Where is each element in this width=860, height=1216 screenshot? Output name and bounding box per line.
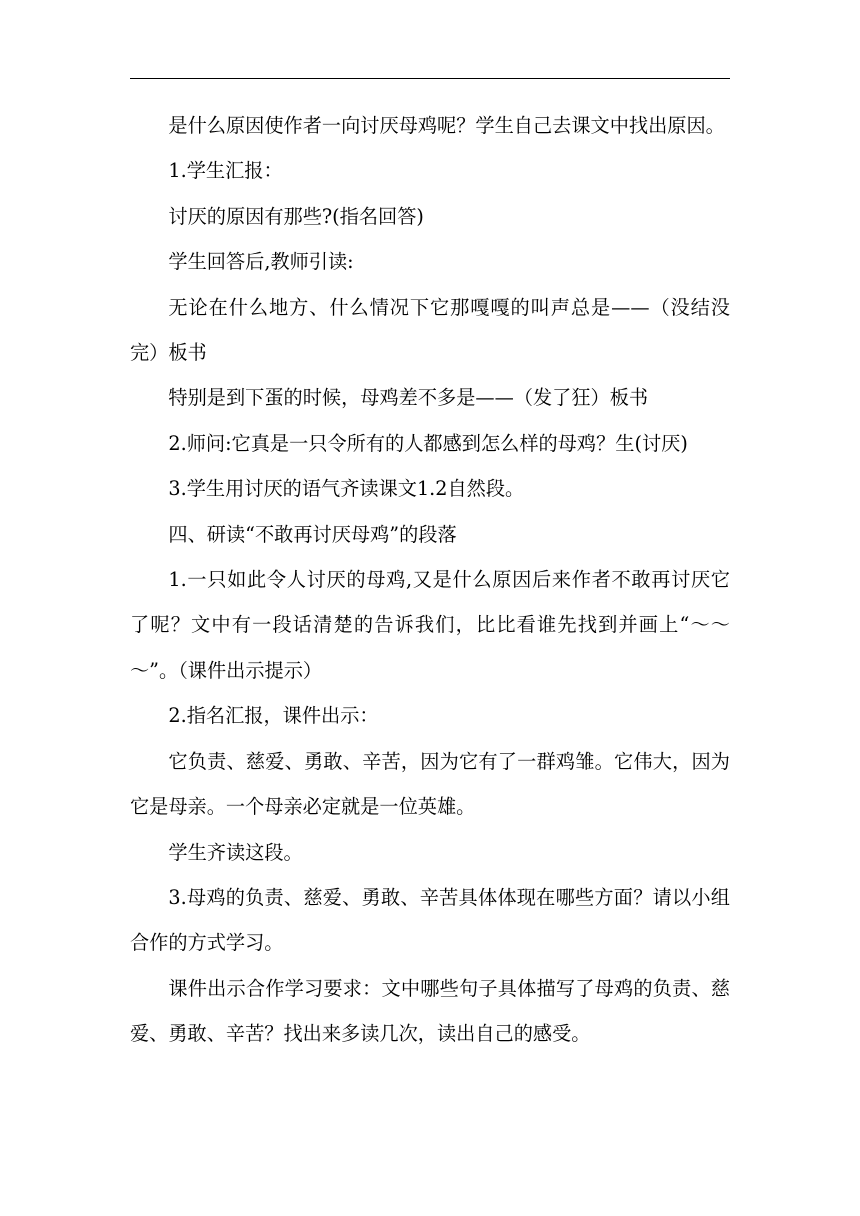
paragraph: 3.母鸡的负责、慈爱、勇敢、辛苦具体体现在哪些方面？请以小组合作的方式学习。 (130, 885, 730, 955)
section-heading: 四、研读“不敢再讨厌母鸡”的段落 (168, 522, 457, 546)
paragraph: 特别是到下蛋的时候，母鸡差不多是——（发了狂）板书 (168, 386, 649, 410)
paragraph: 无论在什么地方、什么情况下它那嘎嘎的叫声总是——（没结没完）板书 (130, 295, 730, 365)
paragraph: 是什么原因使作者一向讨厌母鸡呢？学生自己去课文中找出原因。 (168, 114, 725, 137)
paragraph: 学生齐读这段。 (168, 840, 303, 864)
paragraph: 1.一只如此令人讨厌的母鸡,又是什么原因后来作者不敢再讨厌它了呢？文中有一段话清楚的告诉我们，比比看谁先找到并画上“～～～”。（课件出示提示） (130, 568, 730, 682)
paragraph: 2.指名汇报，课件出示： (168, 704, 379, 728)
header-rule (130, 78, 730, 79)
paragraph: 讨厌的原因有那些?(指名回答) (168, 204, 424, 228)
paragraph: 它负责、慈爱、勇敢、辛苦，因为它有了一群鸡雏。它伟大，因为它是母亲。一个母亲必定就是一位英雄。 (130, 749, 730, 819)
paragraph: 2.师问:它真是一只令所有的人都感到怎么样的母鸡？生(讨厌) (168, 431, 688, 455)
document-body (130, 103, 730, 1057)
paragraph: 学生回答后,教师引读: (168, 250, 354, 274)
paragraph: 1.学生汇报： (168, 159, 283, 183)
paragraph: 课件出示合作学习要求：文中哪些句子具体描写了母鸡的负责、慈爱、勇敢、辛苦？找出来多读几次，读出自己的感受。 (130, 976, 730, 1046)
paragraph: 3.学生用讨厌的语气齐读课文1.2自然段。 (168, 477, 525, 501)
